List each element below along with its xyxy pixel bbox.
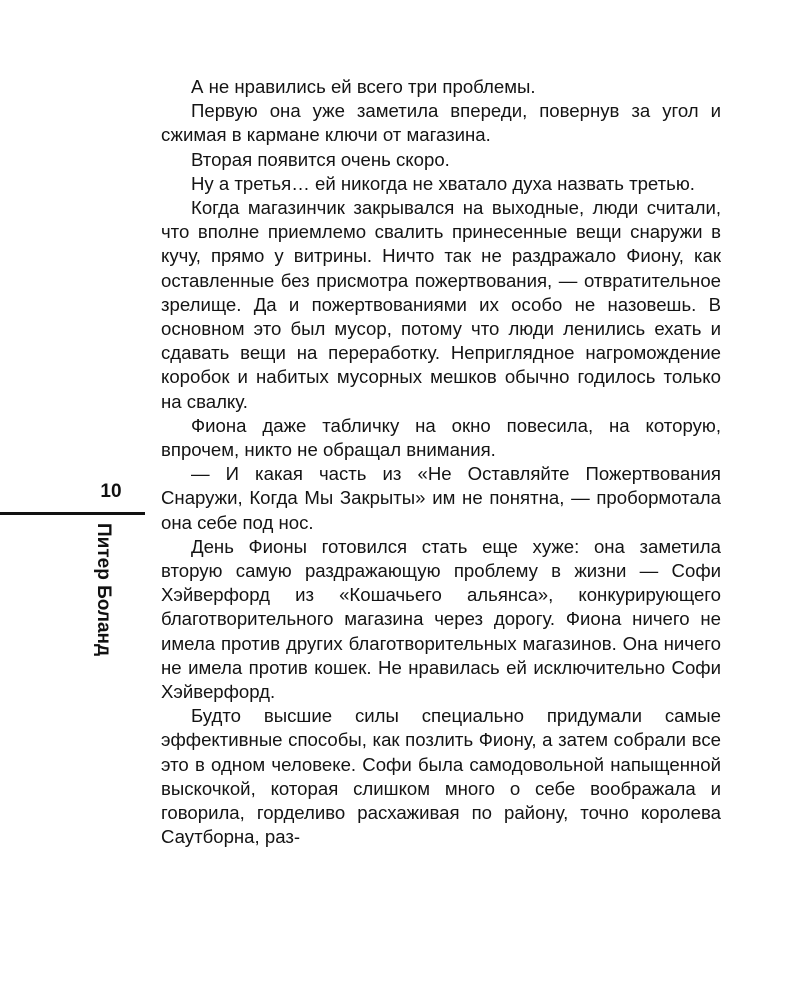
margin-rule bbox=[0, 512, 145, 515]
paragraph: Фиона даже табличку на окно повесила, на которую, впрочем, никто не обращал внимания. bbox=[161, 414, 721, 461]
paragraph: Вторая появится очень скоро. bbox=[191, 148, 450, 170]
paragraph: Ну а третья… ей никогда не хватало духа назвать третью. bbox=[191, 172, 695, 194]
paragraph: — И какая часть из «Не Оставляйте Пожертвования Снаружи, Когда Мы Закрыты» им не понятна, — пробормотала она себе под нос. bbox=[161, 463, 721, 533]
running-head-author: Питер Боланд bbox=[93, 523, 114, 657]
page-number: 10 bbox=[100, 481, 122, 502]
paragraph: Первую она уже заметила впереди, повернув за угол и сжимая в кармане ключи от магазина. bbox=[161, 100, 721, 146]
paragraph: Будто высшие силы специально придумали самые эффективные способы, как позлить Фиону, а затем собрали все это в одном человеке. Софи была самодовольной напыщенной выскочкой, которая слишком много о себе воображала и говорила, горделиво расхаживая по району, точно королева Саутборна, раз- bbox=[161, 705, 721, 848]
body-text bbox=[161, 75, 721, 850]
paragraph: Когда магазинчик закрывался на выходные, люди считали, что вполне приемлемо свалить принесенные вещи снаружи в кучу, прямо у витрины. Ничто так не раздражало Фиону, как оставленные без присмотра пожертвования, — отвратительное зрелище. Да и пожертвованиями их особо не назовешь. В основном это был мусор, потому что люди ленились ехать и сдавать вещи на переработку. Неприглядное нагромождение коробок и набитых мусорных мешков обычно годилось только на свалку. bbox=[161, 197, 721, 412]
paragraph: А не нравились ей всего три проблемы. bbox=[191, 76, 536, 97]
paragraph: День Фионы готовился стать еще хуже: она заметила вторую самую раздражающую проблему в жизни — Софи Хэйверфорд из «Кошачьего альянса», конкурирующего благотворительного магазина через дорогу. Фиона ничего не имела против других благотворительных магазинов. Она ничего не имела против кошек. Не нравилась ей исключительно Софи Хэйверфорд. bbox=[161, 535, 721, 703]
